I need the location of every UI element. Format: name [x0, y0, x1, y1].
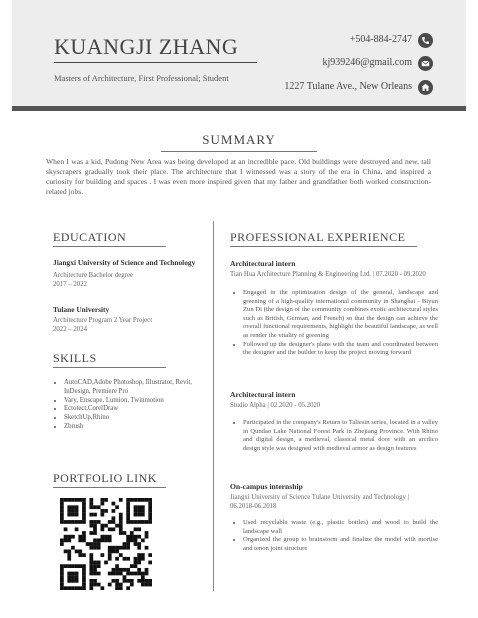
summary-text: When I was a kid, Pudong New Area was being developed at an incredible pace. Old buildings were destroyed and new, tall skyscrapers gradually took their place. The architecture that I witnessed was a story of the era in China, and inspired a curiosity for building and spaces . I was even more inspired given that my father and grandfather both worked construction-related jobs.	[46, 157, 431, 196]
job-bullets	[231, 419, 438, 453]
job-title: On-campus internship	[230, 482, 303, 491]
job-bullets	[231, 289, 438, 358]
job-meta: Tian Hua Architecture Planning & Engineering Ltd. | 07.2020 - 09.2020	[230, 271, 426, 278]
education-school: Tulane University	[53, 305, 110, 314]
column-divider	[213, 221, 214, 591]
skills-heading: SKILLS	[53, 351, 97, 365]
job-bullet: • Used recyclable waste (e.g., plastic bottles) and wood to build the landscape wall	[243, 519, 438, 536]
job-bullets	[231, 519, 438, 553]
job-bullet: • Followed up the designer's plans with the team and coordinated between the designer and the builder to keep the project moving forward	[243, 341, 438, 358]
email-icon	[418, 56, 433, 71]
summary-heading: SUMMARY	[202, 132, 276, 147]
education-program: Architecture Bachelor degree	[53, 272, 134, 279]
skill-item: • Vary, Enscape, Lumion, Twinmotion	[64, 397, 204, 406]
contact-address: 1227 Tulane Ave., New Orleans	[284, 81, 412, 92]
home-icon	[418, 80, 433, 95]
job-meta: Jiangxi University of Science Tulane University and Technology | 06.2018-06.2018	[230, 494, 409, 510]
skill-item: • Ectotect,CorelDraw	[64, 405, 204, 414]
job-bullet: • Organized the group to brainstorm and finalize the model with mortise and tenon joint structure	[243, 536, 438, 553]
candidate-degree: Masters of Architecture, First Professional; Student	[54, 73, 229, 83]
portfolio-underline	[53, 487, 166, 488]
skill-item: • Zbrush	[64, 423, 204, 432]
job-bullet: • Engaged in the optimization design of the general, landscape and greening of a high-quality international community in Shanghai - Biyun Zun Di (the design of the community combines exotic architectural styles such as British, German, and French) so that the design can achieve the overall functional requirements, highlight the beautiful landscape, as well as render the vitality of greening	[243, 289, 438, 341]
portfolio-qr-code[interactable]	[60, 498, 152, 590]
skill-item: • AutoCAD,Adobe Photoshop, Illustrator, Revit, InDesign, Premiere Pro	[64, 379, 204, 397]
contact-email: kj939246@gmail.com	[322, 57, 412, 68]
job-meta: Studio Alpha | 02.2020 - 05.2020	[230, 402, 321, 409]
phone-icon	[418, 33, 433, 48]
job-title: Architectural intern	[230, 390, 296, 399]
education-program: Architecture Program 2 Year Project	[53, 317, 153, 324]
education-school: Jiangxi University of Science and Technology	[53, 258, 196, 267]
experience-underline	[230, 246, 417, 247]
experience-heading: PROFESSIONAL EXPERIENCE	[230, 230, 406, 244]
job-title: Architectural intern	[230, 259, 296, 268]
skills-underline	[53, 367, 166, 368]
education-dates: 2022 – 2024	[53, 326, 87, 333]
candidate-name: KUANGJI ZHANG	[54, 34, 239, 59]
education-heading: EDUCATION	[53, 230, 127, 244]
education-dates: 2017 – 2022	[53, 281, 87, 288]
summary-underline	[161, 151, 317, 152]
contact-phone: +504-884-2747	[349, 34, 412, 45]
skills-list	[53, 379, 204, 432]
name-underline	[54, 62, 257, 63]
portfolio-heading: PORTFOLIO LINK	[53, 471, 157, 485]
education-underline	[53, 246, 166, 247]
header-divider-bar	[12, 106, 466, 111]
skill-item: • SketchUp,Rhino	[64, 414, 204, 423]
job-bullet: • Participated in the company's Return to Taliesin series, located in a valley in Qundao Lake National Forest Park in Zhejiang Province. With Rhino and digital design, a medieval, classical metal door with an arcdico design style was designed with medieval armor as design features	[243, 419, 438, 453]
